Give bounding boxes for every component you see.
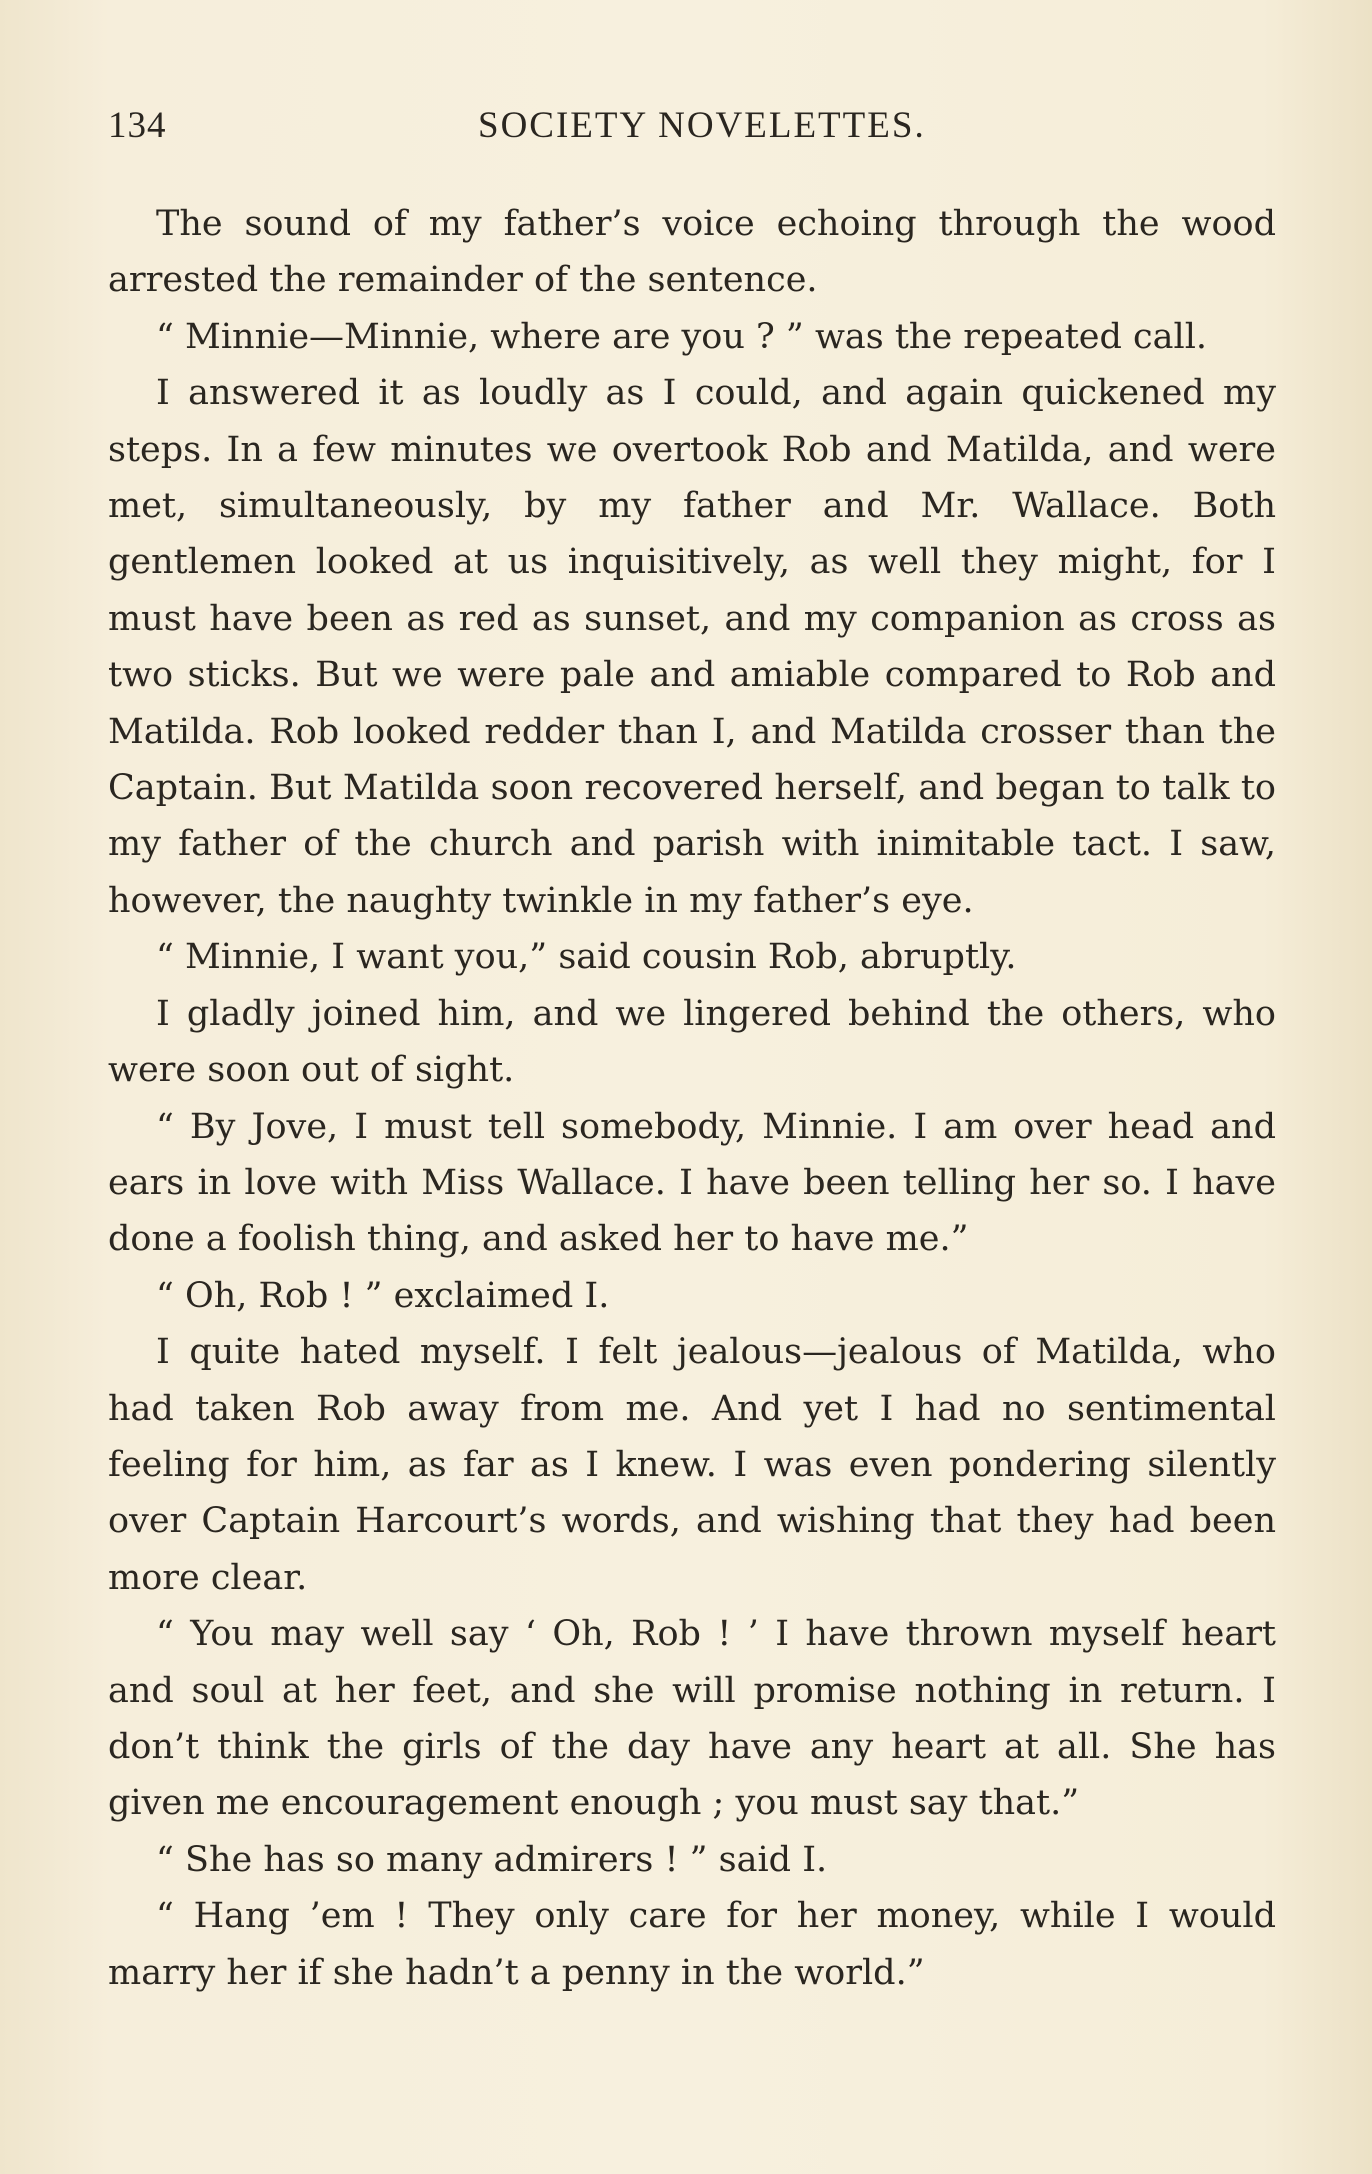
page-header (108, 104, 1268, 154)
body-text (108, 196, 1276, 2001)
page-number: 134 (108, 105, 167, 146)
paragraph: “ Minnie, I want you,” said cousin Rob, abruptly. (156, 937, 1017, 978)
paragraph: “ She has so many admirers ! ” said I. (156, 1839, 828, 1880)
paragraph: “ Minnie—Minnie, where are you ? ” was the repeated call. (156, 316, 1208, 357)
paragraph: The sound of my father’s voice echoing through the wood arrested the remainder of the sentence. (108, 204, 1276, 301)
paragraph: I gladly joined him, and we lingered behind the others, who were soon out of sight. (108, 993, 1276, 1091)
running-title: SOCIETY NOVELETTES. (478, 105, 926, 146)
paragraph: I answered it as loudly as I could, and again quickened my steps. In a few minutes we overtook Rob and Matilda, and were met, simultaneously, by my father and Mr. Wallace. Both gentlemen looked at us inquisitively, as well they might, for I must have been as red as sunset, and my companion as cross as two sticks. But we were pale and amiable compared to Rob and Matilda. Rob looked redder than I, and Matilda crosser than the Captain. But Matilda soon recovered herself, and began to talk to my father of the church and parish with inimitable tact. I saw, however, the naughty twinkle in my father’s eye. (108, 373, 1276, 921)
paragraph: “ By Jove, I must tell somebody, Minnie. I am over head and ears in love with Miss Wallace. I have been telling her so. I have done a foolish thing, and asked her to have me.” (108, 1106, 1276, 1260)
paragraph: “ You may well say ‘ Oh, Rob ! ’ I have thrown myself heart and soul at her feet, and she will promise nothing in return. I don’t think the girls of the day have any heart at all. She has given me encouragement enough ; you must say that.” (108, 1614, 1276, 1824)
paragraph: “ Hang ’em ! They only care for her money, while I would marry her if she hadn’t a penny in the world.” (108, 1896, 1276, 1993)
paragraph: I quite hated myself. I felt jealous—jealous of Matilda, who had taken Rob away from me. And yet I had no sentimental feeling for him, as far as I knew. I was even pondering silently over Captain Harcourt’s words, and wishing that they had been more clear. (108, 1332, 1276, 1598)
paragraph: “ Oh, Rob ! ” exclaimed I. (156, 1275, 610, 1316)
